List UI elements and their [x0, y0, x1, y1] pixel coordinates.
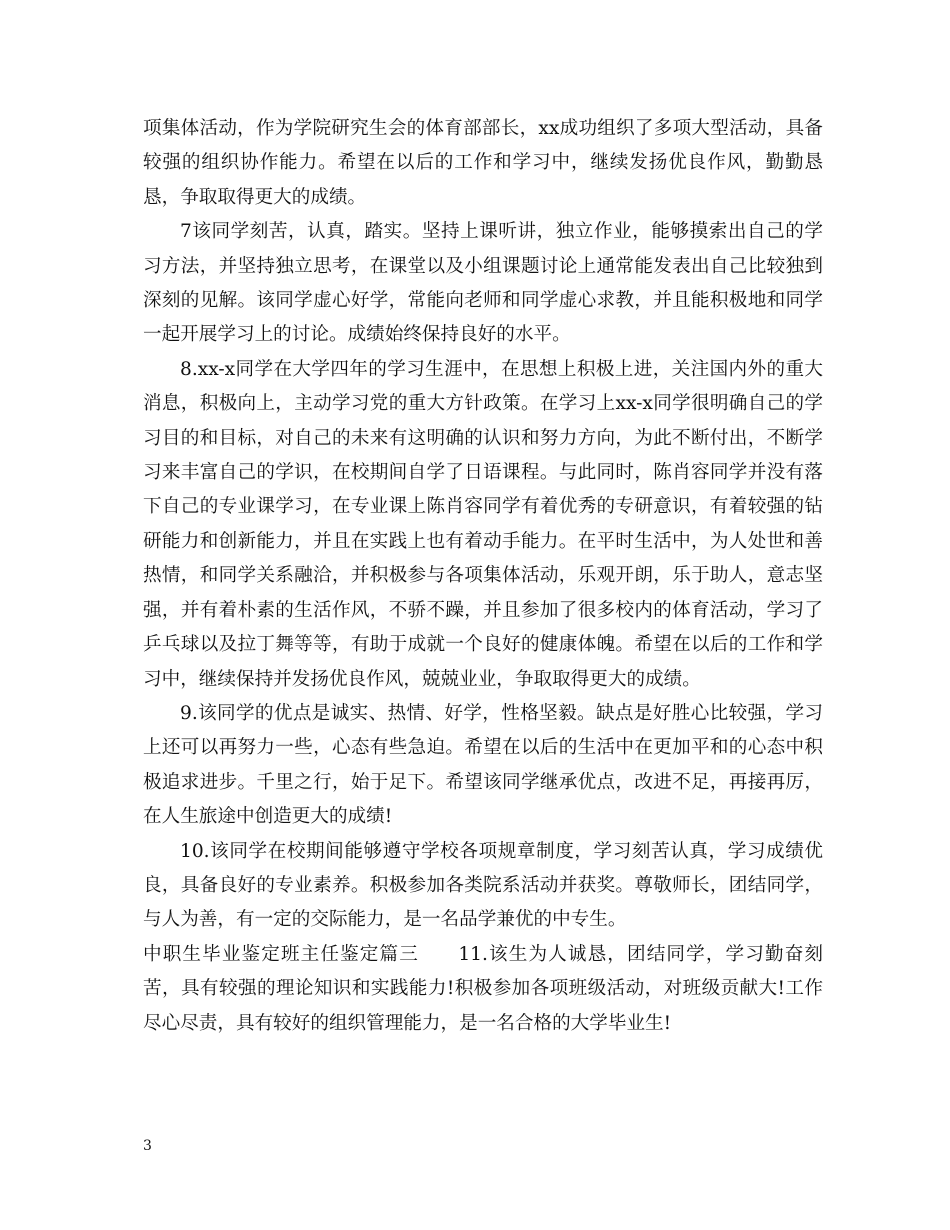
paragraph-continued: 项集体活动，作为学院研究生会的体育部部长，xx成功组织了多项大型活动，具备较强的组织协作能力。希望在以后的工作和学习中，继续发扬优良作风，勤勤恳恳，争取取得更大的成绩。	[143, 118, 823, 208]
paragraph-7: 7该同学刻苦，认真，踏实。坚持上课听讲，独立作业，能够摸索出自己的学习方法，并坚持独立思考，在课堂以及小组课题讨论上通常能发表出自己比较独到深刻的见解。该同学虚心好学，常能向老师和同学虚心求教，并且能积极地和同学一起开展学习上的讨论。成绩始终保持良好的水平。	[143, 221, 823, 346]
paragraph-8: 8.xx-x同学在大学四年的学习生涯中，在思想上积极上进，关注国内外的重大消息，积极向上，主动学习党的重大方针政策。在学习上xx-x同学很明确自己的学习目的和目标，对自己的未来有这明确的认识和努力方向，为此不断付出，不断学习来丰富自己的学识，在校期间自学了日语课程。与此同时，陈肖容同学并没有落下自己的专业课学习，在专业课上陈肖容同学有着优秀的专研意识，有着较强的钻研能力和创新能力，并且在实践上也有着动手能力。在平时生活中，为人处世和善热情，和同学关系融洽，并积极参与各项集体活动，乐观开朗，乐于助人，意志坚强，并有着朴素的生活作风，不骄不躁，并且参加了很多校内的体育活动，学习了乒乓球以及拉丁舞等等，有助于成就一个良好的健康体魄。希望在以后的工作和学习中，继续保持并发扬优良作风，兢兢业业，争取取得更大的成绩。	[143, 358, 823, 690]
paragraph-section-3: 中职生毕业鉴定班主任鉴定篇三 11.该生为人诚恳，团结同学，学习勤奋刻苦，具有较强的理论知识和实践能力!积极参加各项班级活动，对班级贡献大!工作尽心尽责，具有较好的组织管理能力，是一名合格的大学毕业生!	[143, 943, 823, 1034]
document-body	[143, 112, 823, 1041]
paragraph-10: 10.该同学在校期间能够遵守学校各项规章制度，学习刻苦认真，学习成绩优良，具备良好的专业素养。积极参加各类院系活动并获奖。尊敬师长，团结同学，与人为善，有一定的交际能力，是一名品学兼优的中专生。	[143, 840, 823, 931]
page-number: 3	[143, 1138, 152, 1154]
paragraph-9: 9.该同学的优点是诚实、热情、好学，性格坚毅。缺点是好胜心比较强，学习上还可以再努力一些，心态有些急迫。希望在以后的生活中在更加平和的心态中积极追求进步。千里之行，始于足下。希望该同学继承优点，改进不足，再接再厉，在人生旅途中创造更大的成绩!	[143, 702, 823, 828]
